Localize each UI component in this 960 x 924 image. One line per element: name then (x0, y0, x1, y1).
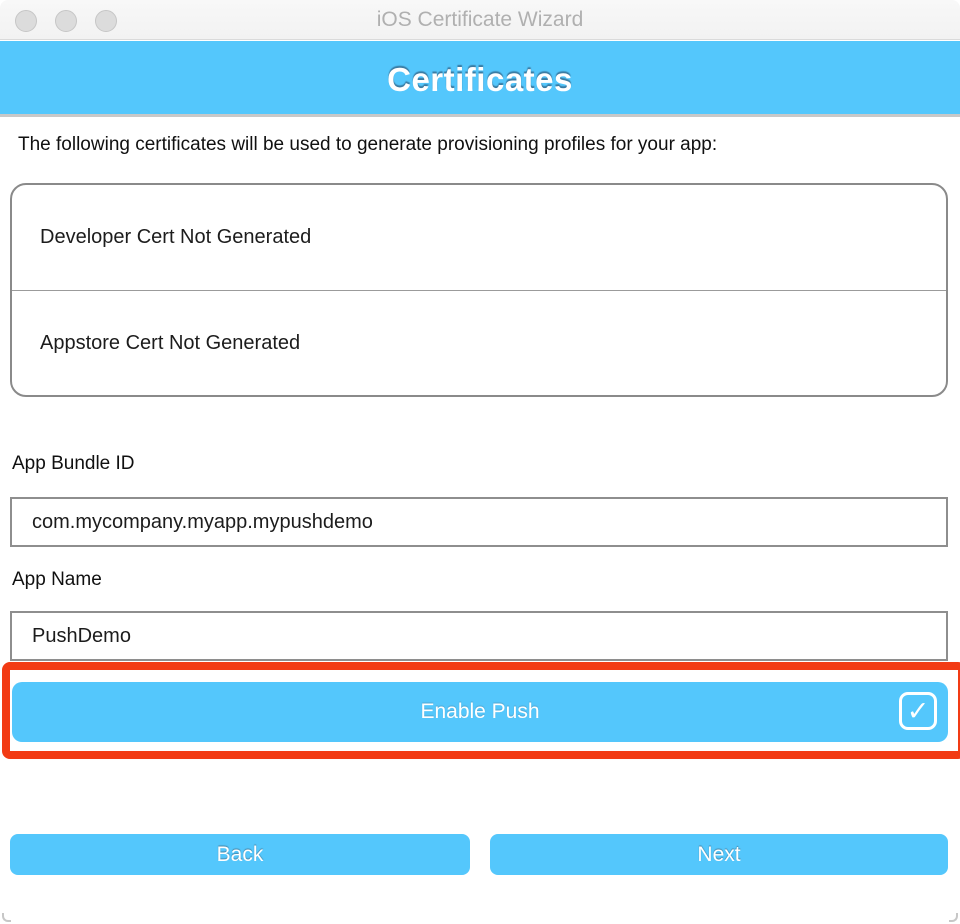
app-name-input[interactable] (10, 611, 948, 661)
checkmark-icon: ✓ (906, 695, 930, 726)
resize-grip-bottom-left[interactable] (2, 913, 11, 922)
appstore-cert-status: Appstore Cert Not Generated (40, 331, 301, 354)
app-name-label: App Name (12, 569, 102, 590)
bundle-id-input[interactable] (10, 497, 948, 547)
developer-cert-row[interactable] (12, 185, 946, 290)
developer-cert-status: Developer Cert Not Generated (40, 226, 312, 248)
resize-grip-bottom-right[interactable] (949, 913, 958, 922)
next-button[interactable]: Next (490, 834, 948, 875)
page-title: Certificates (387, 61, 573, 98)
appstore-cert-row[interactable] (12, 290, 946, 395)
enable-push-button[interactable] (12, 682, 948, 742)
title-bar (0, 0, 960, 40)
window-title: iOS Certificate Wizard (376, 8, 584, 31)
enable-push-checkbox[interactable] (899, 692, 937, 730)
certificates-box (10, 183, 948, 397)
back-button[interactable]: Back (10, 834, 470, 875)
header-banner (0, 41, 960, 117)
enable-push-label: Enable Push (420, 700, 540, 723)
bundle-id-label: App Bundle ID (12, 453, 135, 474)
intro-text: The following certificates will be used to generate provisioning profiles for your app: (18, 134, 718, 155)
